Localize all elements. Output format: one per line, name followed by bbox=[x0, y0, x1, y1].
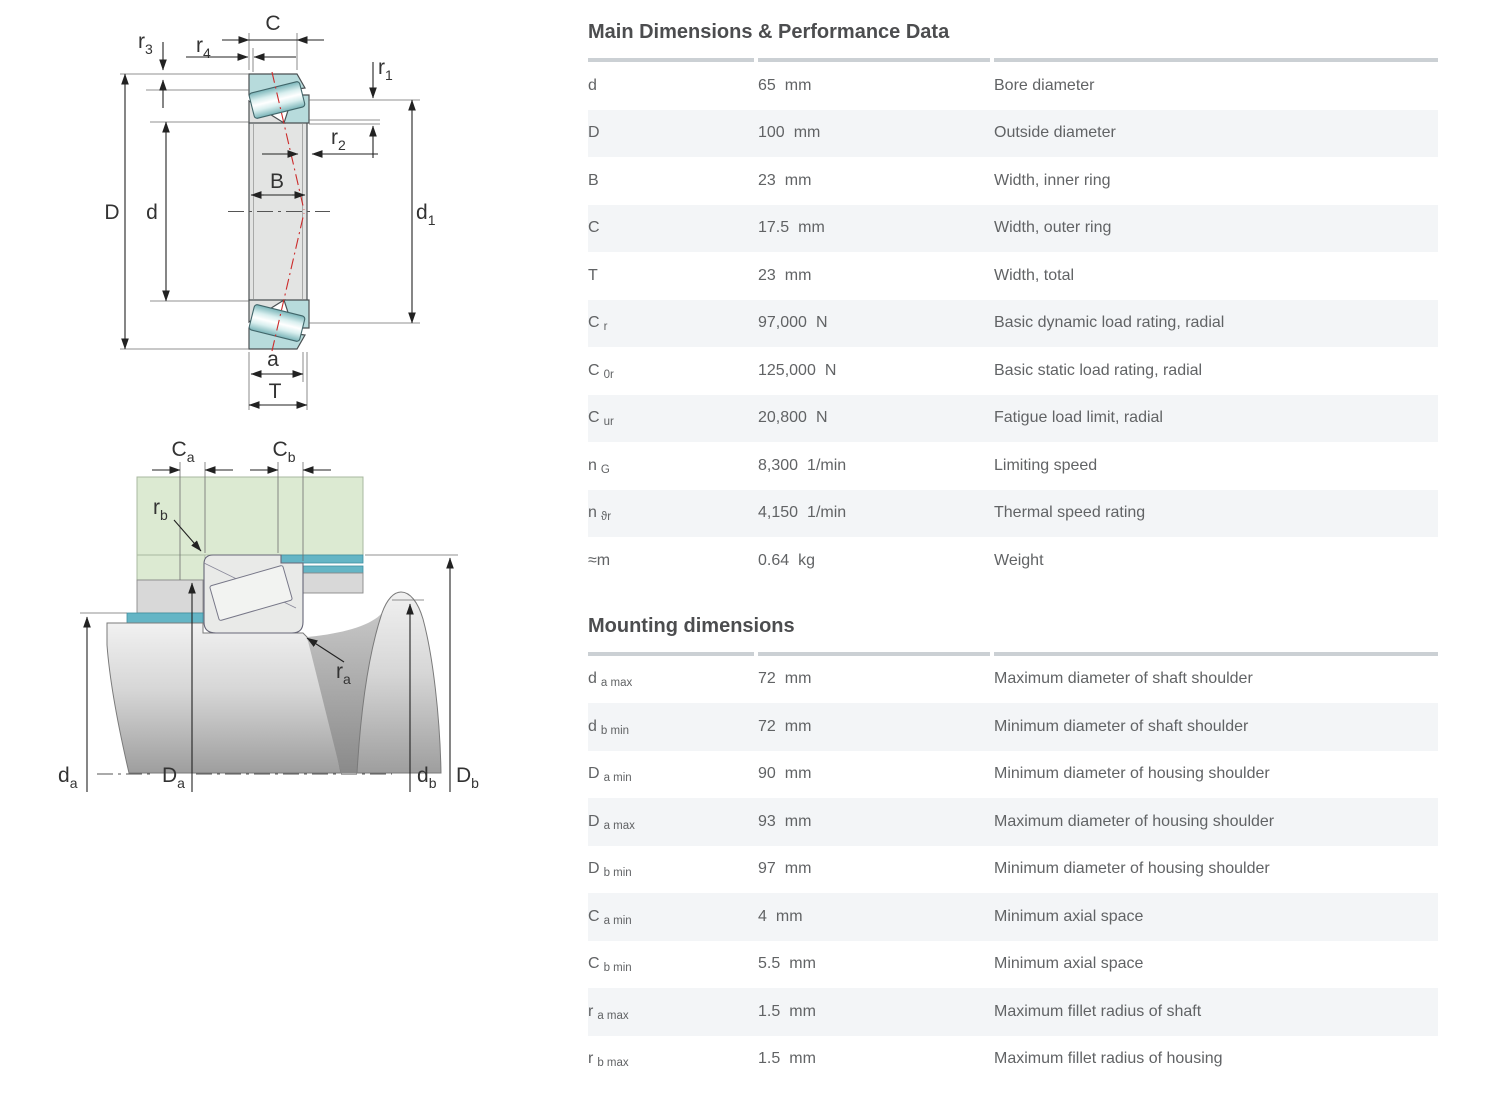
description-cell: Basic static load rating, radial bbox=[994, 361, 1203, 379]
table-row bbox=[588, 347, 1438, 395]
abutment-strip-top bbox=[281, 555, 363, 563]
value-cell: 90 mm bbox=[758, 765, 812, 783]
svg-text:r4: $r_4$ bbox=[196, 34, 211, 61]
value-cell: 4 mm bbox=[758, 907, 803, 925]
value-cell: 100 mm bbox=[758, 124, 821, 142]
svg-text:a: a bbox=[267, 348, 279, 371]
value-cell: 93 mm bbox=[758, 812, 812, 830]
svg-text:D: D bbox=[104, 201, 120, 224]
description-cell: Width, total bbox=[994, 266, 1075, 284]
description-cell: Weight bbox=[994, 551, 1044, 569]
value-cell: 72 mm bbox=[758, 670, 812, 688]
svg-text:B: B bbox=[269, 170, 285, 193]
value-cell: 8,300 1/min bbox=[758, 456, 847, 474]
section-title-mounting-dimensions: Mounting dimensions bbox=[588, 614, 795, 637]
table-header-bar bbox=[588, 652, 1438, 656]
description-cell: Width, outer ring bbox=[994, 219, 1112, 237]
value-cell: 72 mm bbox=[758, 717, 812, 735]
symbol-cell: D bbox=[588, 124, 600, 142]
symbol-cell: C 0r bbox=[588, 361, 614, 381]
description-cell: Limiting speed bbox=[994, 456, 1098, 474]
symbol-cell: r a max bbox=[588, 1002, 629, 1022]
description-cell: Basic dynamic load rating, radial bbox=[994, 314, 1225, 332]
main-dimensions-table bbox=[588, 62, 1438, 585]
svg-text:d1: $d_1$ bbox=[416, 201, 436, 228]
description-cell: Width, inner ring bbox=[994, 171, 1111, 189]
symbol-cell: C bbox=[588, 219, 600, 237]
table-row bbox=[588, 300, 1438, 348]
table-row bbox=[588, 490, 1438, 538]
description-cell: Minimum diameter of housing shoulder bbox=[994, 860, 1270, 878]
description-cell: Thermal speed rating bbox=[994, 504, 1146, 522]
svg-text:T: T bbox=[268, 380, 282, 403]
table-row bbox=[588, 846, 1438, 894]
table-row bbox=[588, 110, 1438, 158]
table-row bbox=[588, 205, 1438, 253]
symbol-cell: B bbox=[588, 171, 599, 189]
description-cell: Minimum diameter of shaft shoulder bbox=[994, 717, 1249, 735]
table-row bbox=[588, 252, 1438, 300]
table-row bbox=[588, 941, 1438, 989]
description-cell: Maximum fillet radius of housing bbox=[994, 1050, 1223, 1068]
table-row bbox=[588, 395, 1438, 443]
table-row bbox=[588, 798, 1438, 846]
housing-shoulder bbox=[137, 580, 203, 613]
value-cell: 4,150 1/min bbox=[758, 504, 847, 522]
svg-text:r2: $r_2$ bbox=[331, 126, 346, 153]
svg-text:db: $d_b$ bbox=[417, 764, 437, 791]
value-cell: 65 mm bbox=[758, 76, 812, 94]
section-title-main-dimensions: Main Dimensions & Performance Data bbox=[588, 21, 950, 43]
table-row bbox=[588, 703, 1438, 751]
abutment-strip-right bbox=[303, 566, 363, 573]
symbol-cell: d a max bbox=[588, 670, 633, 690]
value-cell: 125,000 N bbox=[758, 361, 837, 379]
symbol-cell: d b min bbox=[588, 717, 630, 737]
symbol-cell: r b max bbox=[588, 1050, 629, 1070]
description-cell: Minimum axial space bbox=[994, 955, 1144, 973]
svg-text:Cb: $C_b$ bbox=[272, 438, 296, 465]
table-row bbox=[588, 442, 1438, 490]
value-cell: 5.5 mm bbox=[758, 955, 816, 973]
table-row bbox=[588, 988, 1438, 1036]
description-cell: Fatigue load limit, radial bbox=[994, 409, 1163, 427]
table-row bbox=[588, 62, 1438, 110]
symbol-cell: T bbox=[588, 266, 598, 284]
table-row bbox=[588, 537, 1438, 585]
value-cell: 0.64 kg bbox=[758, 551, 816, 569]
table-row bbox=[588, 157, 1438, 205]
mounting-dimensions-table bbox=[588, 656, 1438, 1084]
symbol-cell: C b min bbox=[588, 955, 632, 975]
table-row bbox=[588, 656, 1438, 704]
table-row bbox=[588, 1036, 1438, 1084]
value-cell: 17.5 mm bbox=[758, 219, 825, 237]
description-cell: Minimum diameter of housing shoulder bbox=[994, 765, 1270, 783]
svg-text:da: $d_a$ bbox=[58, 764, 78, 791]
shaft-shoulder-bulb bbox=[357, 592, 441, 773]
description-cell: Bore diameter bbox=[994, 76, 1095, 94]
spec-tables bbox=[588, 0, 1438, 1083]
mounting-dimensions-section bbox=[588, 585, 1438, 1084]
table-row bbox=[588, 893, 1438, 941]
svg-text:Da: $D_a$ bbox=[162, 764, 185, 791]
symbol-cell: C ur bbox=[588, 409, 614, 429]
symbol-cell: d bbox=[588, 76, 597, 94]
svg-text:C: C bbox=[265, 12, 281, 35]
value-cell: 1.5 mm bbox=[758, 1002, 816, 1020]
svg-text:r3: $r_3$ bbox=[138, 30, 153, 57]
value-cell: 1.5 mm bbox=[758, 1050, 816, 1068]
symbol-cell: n ϑr bbox=[588, 504, 612, 524]
symbol-cell: D a min bbox=[588, 765, 632, 785]
value-cell: 23 mm bbox=[758, 266, 812, 284]
svg-text:Db: $D_b$ bbox=[456, 764, 479, 791]
bearing-cross-section-diagram bbox=[0, 0, 470, 418]
table-row bbox=[588, 751, 1438, 799]
value-cell: 97 mm bbox=[758, 860, 812, 878]
svg-text:d: d bbox=[146, 201, 158, 224]
description-cell: Maximum diameter of housing shoulder bbox=[994, 812, 1275, 830]
svg-text:Ca: $C_a$ bbox=[171, 438, 195, 465]
svg-text:r1: $r_1$ bbox=[378, 56, 393, 83]
symbol-cell: C r bbox=[588, 314, 608, 334]
spacer-right bbox=[303, 573, 363, 593]
mounted-bearing bbox=[204, 555, 303, 633]
description-cell: Maximum fillet radius of shaft bbox=[994, 1002, 1202, 1020]
svg-text:rb: $r_b$ bbox=[153, 496, 168, 523]
description-cell: Maximum diameter of shaft shoulder bbox=[994, 670, 1253, 688]
svg-text:ra: $r_a$ bbox=[336, 660, 351, 687]
value-cell: 20,800 N bbox=[758, 409, 828, 427]
symbol-cell: n G bbox=[588, 456, 610, 476]
symbol-cell: D a max bbox=[588, 812, 635, 832]
symbol-cell: C a min bbox=[588, 907, 632, 927]
table-header-bar bbox=[588, 58, 1438, 62]
description-cell: Outside diameter bbox=[994, 124, 1116, 142]
description-cell: Minimum axial space bbox=[994, 907, 1144, 925]
value-cell: 23 mm bbox=[758, 171, 812, 189]
value-cell: 97,000 N bbox=[758, 314, 828, 332]
main-dimensions-section bbox=[588, 0, 1438, 585]
symbol-cell: ≈m bbox=[588, 551, 611, 569]
symbol-cell: D b min bbox=[588, 860, 632, 880]
mounting-diagram bbox=[0, 430, 520, 825]
